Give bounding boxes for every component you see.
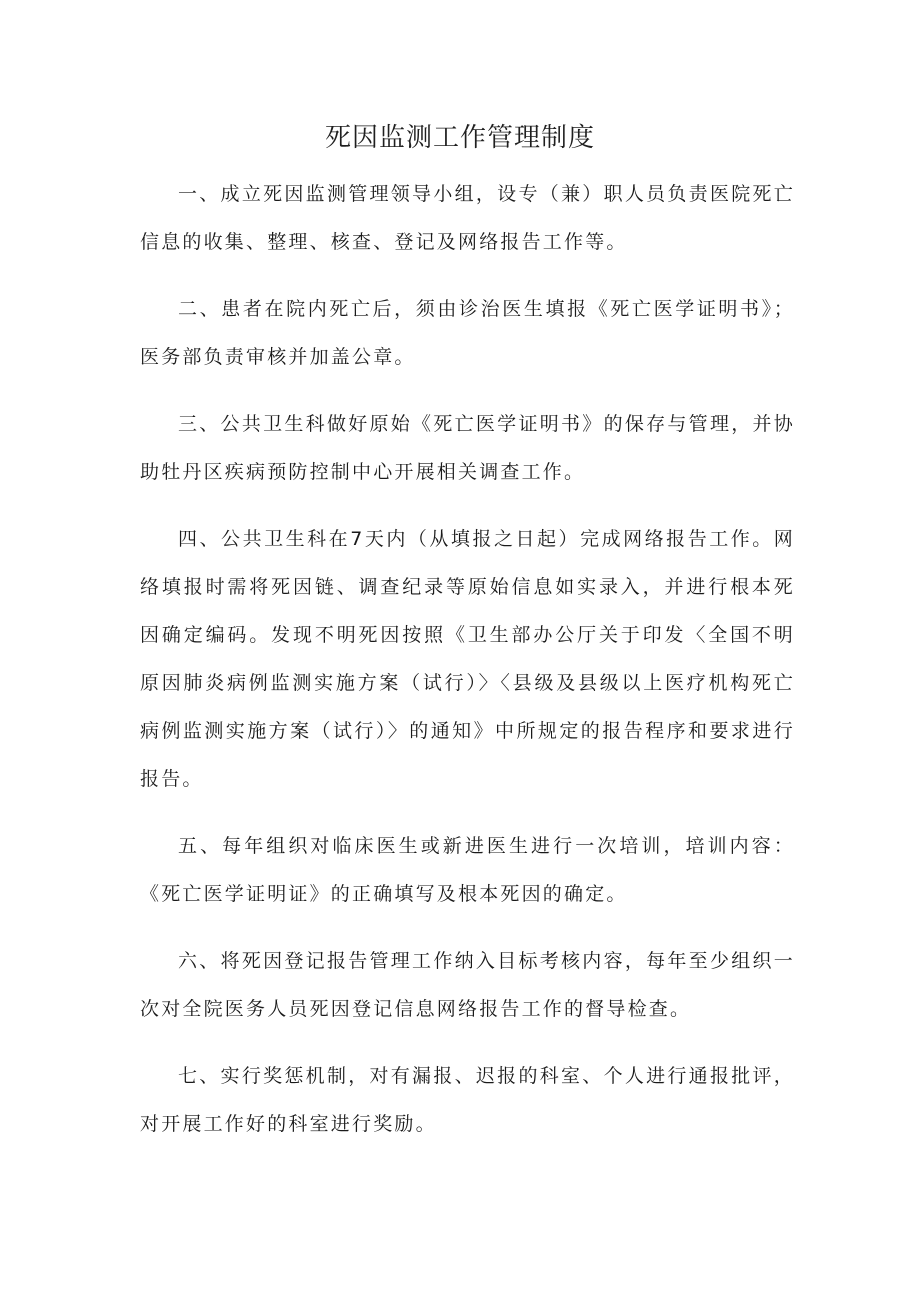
document-title: 死因监测工作管理制度 — [324, 123, 595, 153]
paragraph-7: 七、实行奖惩机制，对有漏报、迟报的科室、个人进行通报批评，对开展工作好的科室进行奖励。 — [140, 1065, 795, 1135]
paragraph-5: 五、每年组织对临床医生或新进医生进行一次培训，培训内容：《死亡医学证明证》的正确填写及根本死因的确定。 — [140, 835, 795, 905]
paragraph-1: 一、成立死因监测管理领导小组，设专（兼）职人员负责医院死亡信息的收集、整理、核查、登记及网络报告工作等。 — [140, 183, 795, 253]
document-body — [140, 170, 795, 1167]
paragraph-2: 二、患者在院内死亡后，须由诊治医生填报《死亡医学证明书》；医务部负责审核并加盖公章。 — [140, 298, 795, 368]
paragraph-4: 四、公共卫生科在7天内（从填报之日起）完成网络报告工作。网络填报时需将死因链、调查纪录等原始信息如实录入，并进行根本死因确定编码。发现不明死因按照《卫生部办公厅关于印发〈全国不明原因肺炎病例监测实施方案（试行）〉〈县级及县级以上医疗机构死亡病例监测实施方案（试行）〉的通知》中所规定的报告程序和要求进行报告。 — [140, 528, 795, 790]
paragraph-3: 三、公共卫生科做好原始《死亡医学证明书》的保存与管理，并协助牡丹区疾病预防控制中心开展相关调查工作。 — [140, 413, 795, 483]
paragraph-6: 六、将死因登记报告管理工作纳入目标考核内容，每年至少组织一次对全院医务人员死因登记信息网络报告工作的督导检查。 — [140, 950, 795, 1020]
